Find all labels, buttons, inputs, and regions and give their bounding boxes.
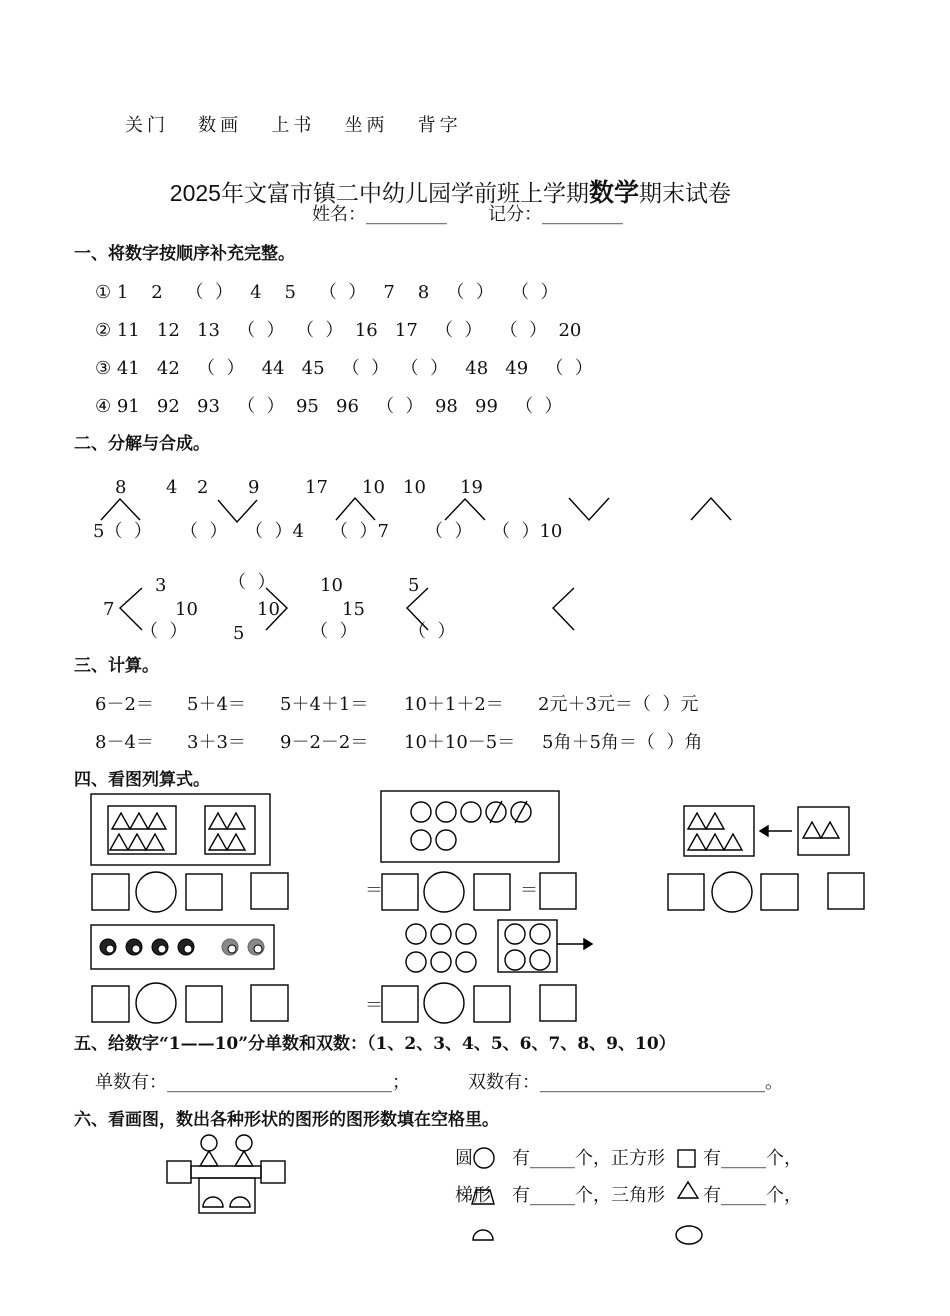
split-number: 4 bbox=[166, 477, 178, 498]
picture-frame bbox=[684, 806, 754, 856]
split-number: 9 bbox=[248, 477, 260, 498]
circle-count[interactable]: 有_____个，正方形 bbox=[512, 1148, 665, 1169]
calc-item: 6－2＝ bbox=[95, 694, 154, 715]
equals-sign: ＝ bbox=[365, 880, 383, 901]
panda-icon-group bbox=[100, 939, 264, 955]
triangle-icon bbox=[678, 1182, 698, 1198]
calc-item: 2元＋3元＝（ ）元 bbox=[538, 694, 699, 715]
sec1-row: ② 11 12 13 （ ） （ ） 16 17 （ ） （ ） 20 bbox=[95, 320, 582, 341]
split-number: （ ） bbox=[310, 621, 358, 642]
circle-group bbox=[406, 924, 476, 972]
calc-item: 5角＋5角＝（ ）角 bbox=[542, 732, 703, 753]
split-number: 10 bbox=[362, 477, 385, 498]
split-number: 10 bbox=[175, 599, 198, 620]
trapezoid-label: 梯形 bbox=[455, 1185, 491, 1206]
even-numbers-field[interactable]: 双数有：_________________________。 bbox=[468, 1072, 783, 1093]
calc-item: 5＋4＋1＝ bbox=[280, 694, 369, 715]
sec1-row: ④ 91 92 93 （ ） 95 96 （ ） 98 99 （ ） bbox=[95, 396, 563, 417]
split-lines bbox=[101, 498, 731, 630]
picture-frame bbox=[798, 807, 849, 855]
calc-item: 8－4＝ bbox=[95, 732, 154, 753]
sec1-heading: 一、将数字按顺序补充完整。 bbox=[74, 244, 295, 264]
score-field[interactable]: 记分：_________ bbox=[488, 204, 623, 225]
split-number: （ ） bbox=[228, 572, 276, 593]
split-number: （ ）10 bbox=[492, 521, 563, 542]
equals-sign: ＝ bbox=[365, 995, 383, 1016]
split-number: 2 bbox=[197, 477, 209, 498]
split-number: 10 bbox=[257, 599, 280, 620]
split-number: （ ） bbox=[408, 621, 456, 642]
calc-item: 5＋4＝ bbox=[187, 694, 246, 715]
circle-group bbox=[411, 801, 531, 850]
sec3-heading: 三、计算。 bbox=[74, 656, 159, 676]
ellipse-icon bbox=[676, 1226, 702, 1244]
arrow-icon bbox=[584, 939, 592, 949]
split-number: （ ）7 bbox=[330, 521, 389, 542]
sec2-heading: 二、分解与合成。 bbox=[74, 434, 210, 454]
split-number: （ ） bbox=[140, 621, 188, 642]
split-number: 15 bbox=[342, 599, 365, 620]
sec4-heading: 四、看图列算式。 bbox=[74, 770, 210, 790]
answer-boxes bbox=[92, 983, 576, 1023]
sec6-heading: 六、看画图，数出各种形状的图形的图形数填在空格里。 bbox=[74, 1110, 499, 1130]
split-number: 5 bbox=[408, 575, 420, 596]
calc-item: 9－2－2＝ bbox=[280, 732, 369, 753]
split-number: 8 bbox=[115, 477, 127, 498]
semicircle-icon bbox=[473, 1230, 493, 1240]
answer-boxes bbox=[92, 872, 864, 912]
equals-sign: ＝ bbox=[520, 880, 538, 901]
calc-item: 10＋1＋2＝ bbox=[404, 694, 504, 715]
picture-frame bbox=[205, 806, 255, 854]
split-number: 5（ ） bbox=[93, 521, 152, 542]
split-number: 19 bbox=[460, 477, 483, 498]
calc-item: 3＋3＝ bbox=[187, 732, 246, 753]
split-number: 3 bbox=[155, 575, 167, 596]
calc-item: 10＋10－5＝ bbox=[404, 732, 516, 753]
title-big: 数学 bbox=[588, 179, 639, 207]
split-number: 7 bbox=[103, 599, 115, 620]
picture-frame bbox=[108, 806, 176, 854]
split-number: 10 bbox=[320, 575, 343, 596]
circle-label: 圆 bbox=[455, 1148, 473, 1169]
triangle-count[interactable]: 有_____个， bbox=[703, 1185, 802, 1206]
split-number: （ ）4 bbox=[245, 521, 304, 542]
title-pre: 2025年文富市镇二中幼儿园学前班上学期 bbox=[169, 180, 589, 206]
odd-numbers-field[interactable]: 单数有：_________________________； bbox=[95, 1072, 410, 1093]
split-number: 5 bbox=[233, 623, 245, 644]
arrow-icon bbox=[760, 826, 768, 836]
triangle-group bbox=[688, 813, 742, 850]
triangle-group bbox=[110, 813, 245, 850]
split-number: 10 bbox=[403, 477, 426, 498]
split-number: （ ） bbox=[425, 521, 473, 542]
name-field[interactable]: 姓名：_________ bbox=[312, 204, 447, 225]
circle-group bbox=[505, 924, 550, 970]
title-post: 期末试卷 bbox=[638, 180, 731, 206]
sec5-heading: 五、给数字“1——10”分单数和双数：（1、2、3、4、5、6、7、8、9、10） bbox=[74, 1034, 676, 1054]
trapezoid-icon bbox=[472, 1190, 494, 1204]
circle-icon bbox=[474, 1148, 494, 1168]
split-number: 17 bbox=[305, 477, 328, 498]
square-icon bbox=[678, 1150, 695, 1167]
sec1-row: ③ 41 42 （ ） 44 45 （ ） （ ） 48 49 （ ） bbox=[95, 358, 593, 379]
square-count[interactable]: 有_____个， bbox=[703, 1148, 802, 1169]
triangle-group bbox=[803, 822, 839, 838]
robot-figure bbox=[167, 1135, 285, 1213]
split-number: （ ） bbox=[180, 521, 228, 542]
top-words: 关门 数画 上书 坐两 背字 bbox=[125, 115, 462, 136]
sec1-row: ① 1 2 （ ） 4 5 （ ） 7 8 （ ） （ ） bbox=[95, 282, 559, 303]
trapezoid-count[interactable]: 有_____个，三角形 bbox=[512, 1185, 665, 1206]
